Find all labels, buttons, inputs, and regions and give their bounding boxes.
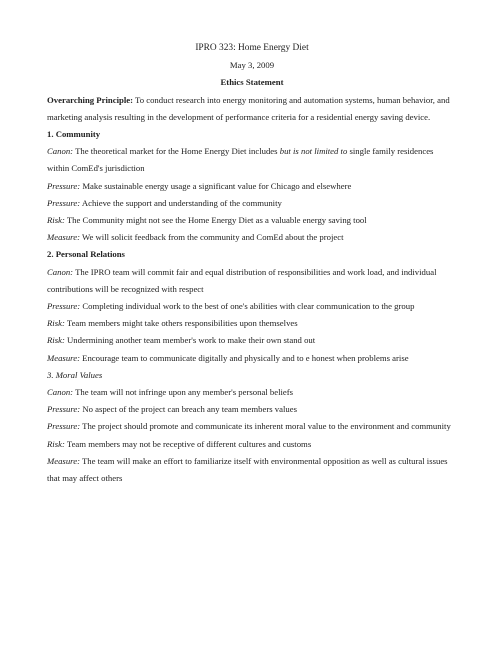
moral-canon <box>47 384 457 401</box>
principle-label: Overarching Principle: <box>47 94 133 105</box>
community-heading: 1. Community <box>47 129 101 140</box>
personal-risk-2 <box>47 332 457 349</box>
pressure-label: Pressure: <box>47 404 81 415</box>
risk-text: Team members might take others responsibilities upon themselves <box>64 318 298 329</box>
measure-text: Encourage team to communicate digitally and physically and to e honest when problems arise <box>79 352 409 363</box>
moral-heading: 3. Moral Values <box>47 369 103 380</box>
document-title: IPRO 323: Home Energy Diet <box>195 43 309 53</box>
canon-label: Canon: <box>47 387 74 398</box>
measure-text: We will solicit feedback from the community and ComEd about the project <box>79 232 344 243</box>
canon-label: Canon: <box>47 266 74 277</box>
document-date: May 3, 2009 <box>229 60 275 71</box>
personal-measure <box>47 350 457 367</box>
measure-label: Measure: <box>47 455 80 466</box>
risk-label: Risk: <box>47 438 65 449</box>
pressure-label: Pressure: <box>47 197 81 208</box>
moral-pressure-1 <box>47 401 457 418</box>
pressure-text: The project should promote and communicate its inherent moral value to the environment and community <box>80 421 451 432</box>
measure-text: The team will make an effort to familiarize itself with environmental opposition as well as cultural issues that may affect others <box>47 455 448 484</box>
canon-label: Canon: <box>47 146 74 157</box>
pressure-label: Pressure: <box>47 421 81 432</box>
personal-heading: 2. Personal Relations <box>47 249 125 260</box>
principle-paragraph <box>47 92 457 126</box>
community-canon <box>47 143 457 177</box>
risk-label: Risk: <box>47 318 65 329</box>
moral-risk <box>47 436 457 453</box>
pressure-label: Pressure: <box>47 180 81 191</box>
canon-text-b: single family residences within ComEd's jurisdiction <box>47 146 434 174</box>
document-page <box>47 40 457 487</box>
pressure-text: Completing individual work to the best of one's abilities with clear communication to the group <box>80 301 415 312</box>
personal-canon <box>47 264 457 298</box>
canon-emphasis: but is not limited to <box>279 146 348 157</box>
pressure-label: Pressure: <box>47 301 81 312</box>
measure-label: Measure: <box>47 232 80 243</box>
canon-text: The IPRO team will commit fair and equal distribution of responsibilities and work load, and individual contributions will be recognized with respect <box>47 266 437 294</box>
community-risk <box>47 212 457 229</box>
risk-text: Team members may not be receptive of different cultures and customs <box>64 438 312 449</box>
moral-pressure-2 <box>47 418 457 435</box>
community-measure <box>47 229 457 246</box>
risk-label: Risk: <box>47 335 65 346</box>
risk-text: The Community might not see the Home Energy Diet as a valuable energy saving tool <box>64 215 367 226</box>
community-pressure-2 <box>47 195 457 212</box>
moral-measure <box>47 453 457 487</box>
personal-risk-1 <box>47 315 457 332</box>
risk-text: Undermining another team member's work to make their own stand out <box>64 335 316 346</box>
document-heading: Ethics Statement <box>220 77 284 88</box>
risk-label: Risk: <box>47 215 65 226</box>
community-pressure-1 <box>47 178 457 195</box>
pressure-text: Achieve the support and understanding of the community <box>80 197 282 208</box>
principle-text: To conduct research into energy monitoring and automation systems, human behavior, and marketing analysis resulting in the development of performance criteria for a residential energy saving device. <box>47 94 450 122</box>
canon-text-a: The theoretical market for the Home Energy Diet includes <box>73 146 280 157</box>
measure-label: Measure: <box>47 352 80 363</box>
pressure-text: Make sustainable energy usage a significant value for Chicago and elsewhere <box>80 180 352 191</box>
personal-pressure <box>47 298 457 315</box>
canon-text: The team will not infringe upon any member's personal beliefs <box>73 387 294 398</box>
pressure-text: No aspect of the project can breach any team members values <box>80 404 297 415</box>
